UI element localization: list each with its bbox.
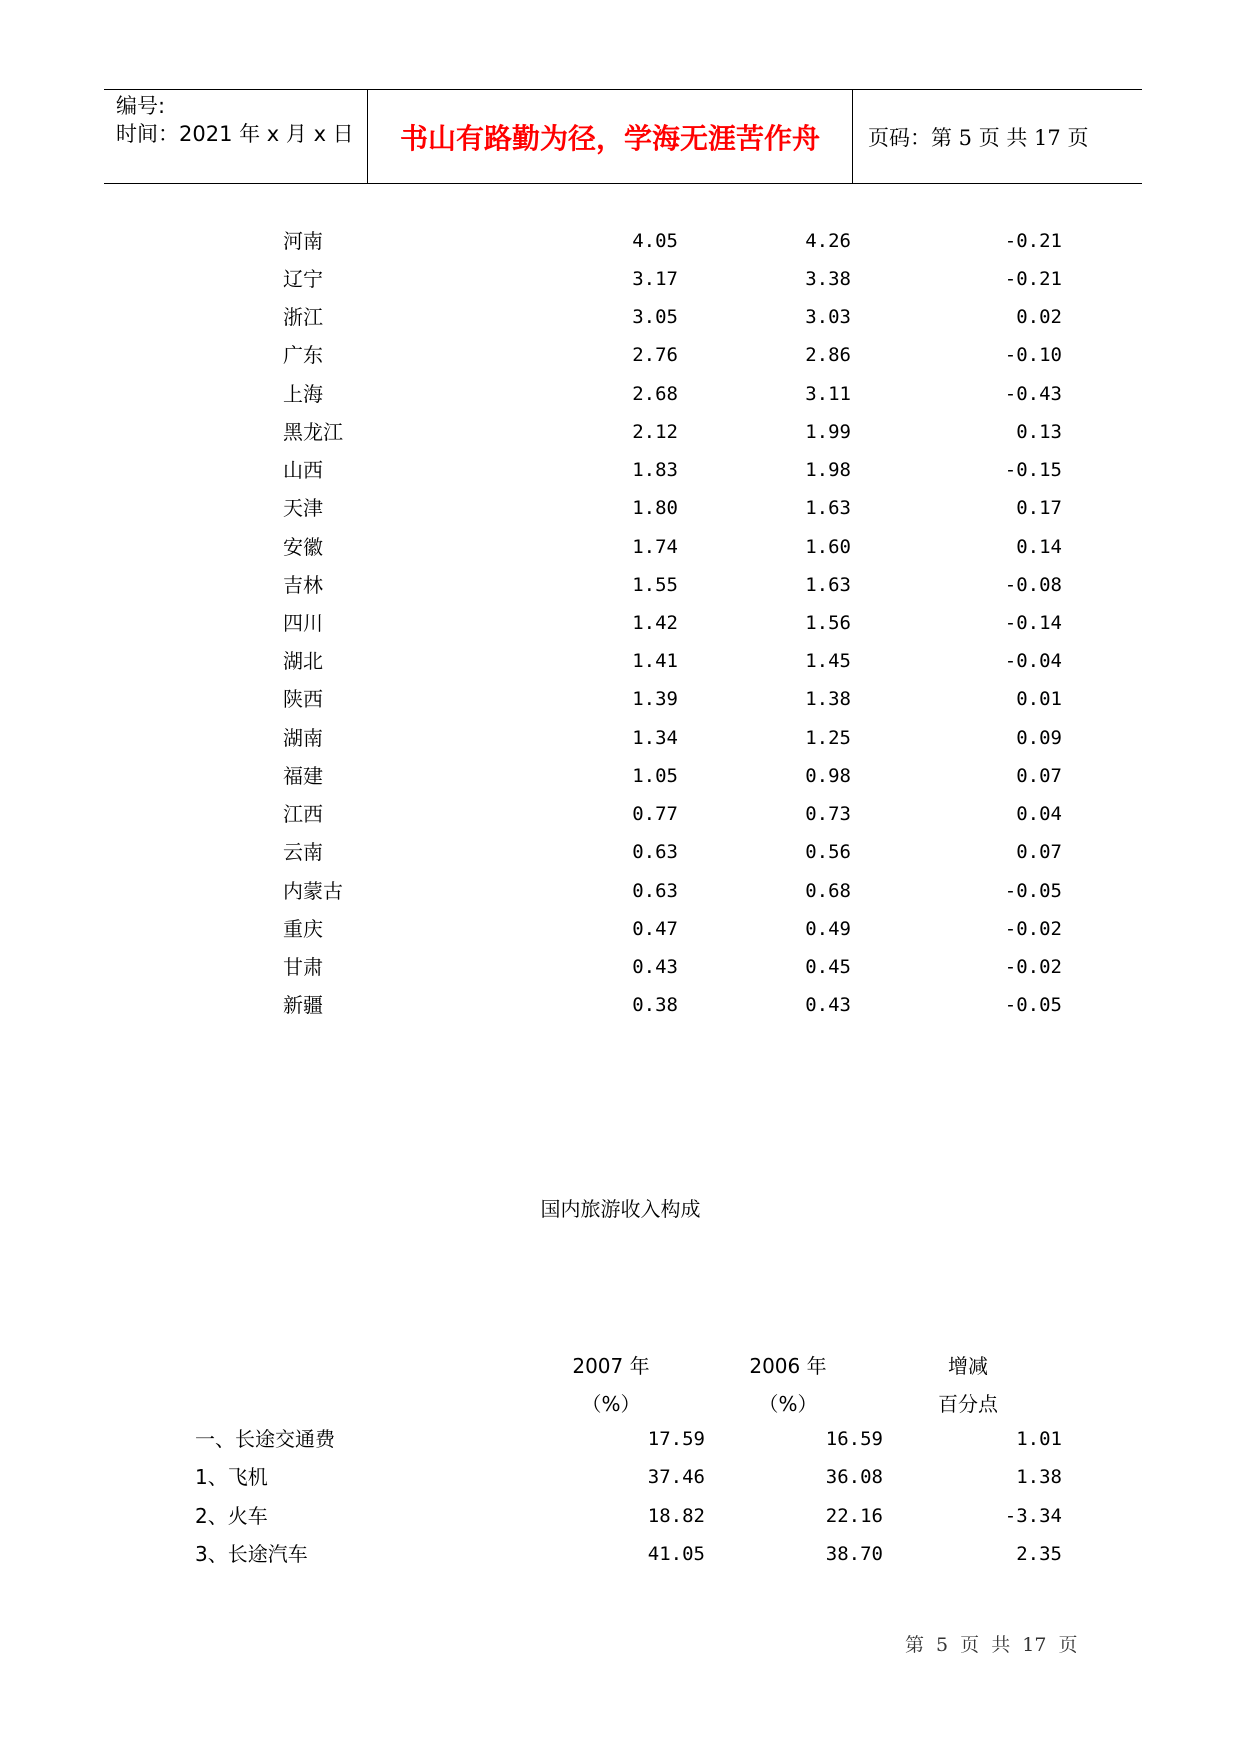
- value-2007: 37.46: [647, 1466, 705, 1488]
- unit-2006: （%）: [758, 1392, 818, 1416]
- value-2007: 1.42: [632, 612, 678, 634]
- value-change: 0.07: [1016, 841, 1062, 863]
- value-2006: 0.73: [805, 803, 851, 825]
- value-2006: 3.11: [805, 383, 851, 405]
- value-change: 0.14: [1016, 536, 1062, 558]
- value-2006: 1.99: [805, 421, 851, 443]
- value-2006: 0.68: [805, 880, 851, 902]
- value-2007: 1.05: [632, 765, 678, 787]
- income-table-title: 国内旅游收入构成: [540, 1197, 701, 1221]
- col-header-change: 增减: [948, 1354, 988, 1378]
- value-2007: 0.38: [632, 994, 678, 1016]
- province-name: 湖北: [283, 649, 323, 673]
- value-2007: 1.80: [632, 497, 678, 519]
- value-2007: 41.05: [647, 1543, 705, 1565]
- value-2007: 1.74: [632, 536, 678, 558]
- value-2006: 1.63: [805, 574, 851, 596]
- item-name: 一、长途交通费: [195, 1427, 335, 1451]
- province-name: 四川: [283, 611, 323, 635]
- province-name: 福建: [283, 764, 323, 788]
- province-name: 黑龙江: [283, 420, 343, 444]
- value-2007: 3.05: [632, 306, 678, 328]
- province-name: 陕西: [283, 687, 323, 711]
- value-change: -3.34: [1004, 1505, 1062, 1527]
- value-change: 1.01: [1016, 1428, 1062, 1450]
- table-row: [0, 1458, 1241, 1496]
- unit-change: 百分点: [938, 1392, 998, 1416]
- col-header-2006: 2006 年: [749, 1354, 827, 1378]
- value-2006: 0.49: [805, 918, 851, 940]
- table-row: [0, 872, 1241, 910]
- province-name: 新疆: [283, 993, 323, 1017]
- province-name: 甘肃: [283, 955, 323, 979]
- table-row: [0, 451, 1241, 489]
- table-row: [0, 986, 1241, 1024]
- value-2007: 17.59: [647, 1428, 705, 1450]
- table-row: [0, 680, 1241, 718]
- province-name: 广东: [283, 343, 323, 367]
- table-row: [0, 719, 1241, 757]
- table-row: [0, 604, 1241, 642]
- header-page-info: 页码：第 5 页 共 17 页: [868, 126, 1089, 150]
- province-name: 安徽: [283, 535, 323, 559]
- value-2007: 2.76: [632, 344, 678, 366]
- value-2006: 1.56: [805, 612, 851, 634]
- value-change: -0.43: [1004, 383, 1062, 405]
- table-row: [0, 833, 1241, 871]
- value-change: -0.08: [1004, 574, 1062, 596]
- item-name: 2、火车: [195, 1504, 268, 1528]
- value-change: 1.38: [1016, 1466, 1062, 1488]
- value-change: -0.21: [1004, 230, 1062, 252]
- value-change: -0.14: [1004, 612, 1062, 634]
- table-row: [0, 795, 1241, 833]
- table-row: [0, 910, 1241, 948]
- province-name: 辽宁: [283, 267, 323, 291]
- province-name: 湖南: [283, 726, 323, 750]
- item-name: 3、长途汽车: [195, 1542, 308, 1566]
- table-row: [0, 489, 1241, 527]
- value-2007: 1.83: [632, 459, 678, 481]
- value-2006: 1.63: [805, 497, 851, 519]
- value-change: 0.01: [1016, 688, 1062, 710]
- value-change: -0.02: [1004, 956, 1062, 978]
- value-2007: 3.17: [632, 268, 678, 290]
- value-change: -0.05: [1004, 880, 1062, 902]
- table-row: [0, 1535, 1241, 1573]
- value-2006: 3.38: [805, 268, 851, 290]
- value-2007: 18.82: [647, 1505, 705, 1527]
- code-label: 编号:: [116, 94, 166, 118]
- value-change: 0.04: [1016, 803, 1062, 825]
- value-change: -0.15: [1004, 459, 1062, 481]
- table-row: [0, 948, 1241, 986]
- value-2007: 2.68: [632, 383, 678, 405]
- value-2007: 0.47: [632, 918, 678, 940]
- page-header: [104, 89, 1142, 184]
- value-2006: 36.08: [825, 1466, 883, 1488]
- value-change: 0.09: [1016, 727, 1062, 749]
- value-change: 0.02: [1016, 306, 1062, 328]
- value-2007: 1.39: [632, 688, 678, 710]
- value-2006: 0.98: [805, 765, 851, 787]
- value-change: 2.35: [1016, 1543, 1062, 1565]
- province-name: 吉林: [283, 573, 323, 597]
- value-change: 0.07: [1016, 765, 1062, 787]
- time-label: 时间：2021 年 x 月 x 日: [116, 122, 354, 146]
- table-row: [0, 1497, 1241, 1535]
- item-name: 1、飞机: [195, 1465, 268, 1489]
- value-2007: 4.05: [632, 230, 678, 252]
- table-row: [0, 336, 1241, 374]
- value-2006: 0.43: [805, 994, 851, 1016]
- header-motto: 书山有路勤为径，学海无涯苦作舟: [399, 121, 820, 155]
- value-2006: 22.16: [825, 1505, 883, 1527]
- province-name: 云南: [283, 840, 323, 864]
- value-change: 0.13: [1016, 421, 1062, 443]
- unit-2007: （%）: [581, 1392, 641, 1416]
- value-change: -0.10: [1004, 344, 1062, 366]
- value-2006: 1.60: [805, 536, 851, 558]
- value-2007: 1.34: [632, 727, 678, 749]
- page-footer: 第 5 页 共 17 页: [905, 1634, 1078, 1656]
- value-2007: 1.55: [632, 574, 678, 596]
- value-2007: 0.63: [632, 880, 678, 902]
- header-divider: [852, 90, 853, 183]
- province-name: 内蒙古: [283, 879, 343, 903]
- value-2006: 1.38: [805, 688, 851, 710]
- value-2006: 1.45: [805, 650, 851, 672]
- province-name: 浙江: [283, 305, 323, 329]
- header-meta: [116, 92, 354, 148]
- table-row: [0, 757, 1241, 795]
- value-2007: 0.63: [632, 841, 678, 863]
- value-change: 0.17: [1016, 497, 1062, 519]
- value-2006: 4.26: [805, 230, 851, 252]
- province-name: 上海: [283, 382, 323, 406]
- province-name: 山西: [283, 458, 323, 482]
- value-2006: 2.86: [805, 344, 851, 366]
- value-2007: 1.41: [632, 650, 678, 672]
- table-row: [0, 1420, 1241, 1458]
- value-2006: 3.03: [805, 306, 851, 328]
- table-row: [0, 642, 1241, 680]
- value-2006: 1.25: [805, 727, 851, 749]
- value-change: -0.05: [1004, 994, 1062, 1016]
- table-row: [0, 528, 1241, 566]
- table-row: [0, 375, 1241, 413]
- col-header-2007: 2007 年: [572, 1354, 650, 1378]
- value-2006: 0.45: [805, 956, 851, 978]
- province-name: 天津: [283, 496, 323, 520]
- table-row: [0, 566, 1241, 604]
- table-row: [0, 222, 1241, 260]
- value-change: -0.04: [1004, 650, 1062, 672]
- value-2006: 16.59: [825, 1428, 883, 1450]
- province-name: 江西: [283, 802, 323, 826]
- value-2006: 0.56: [805, 841, 851, 863]
- province-name: 重庆: [283, 917, 323, 941]
- value-change: -0.21: [1004, 268, 1062, 290]
- table-row: [0, 413, 1241, 451]
- value-2006: 38.70: [825, 1543, 883, 1565]
- table-row: [0, 298, 1241, 336]
- value-2007: 2.12: [632, 421, 678, 443]
- value-2007: 0.77: [632, 803, 678, 825]
- table-row: [0, 260, 1241, 298]
- value-2006: 1.98: [805, 459, 851, 481]
- value-2007: 0.43: [632, 956, 678, 978]
- value-change: -0.02: [1004, 918, 1062, 940]
- province-name: 河南: [283, 229, 323, 253]
